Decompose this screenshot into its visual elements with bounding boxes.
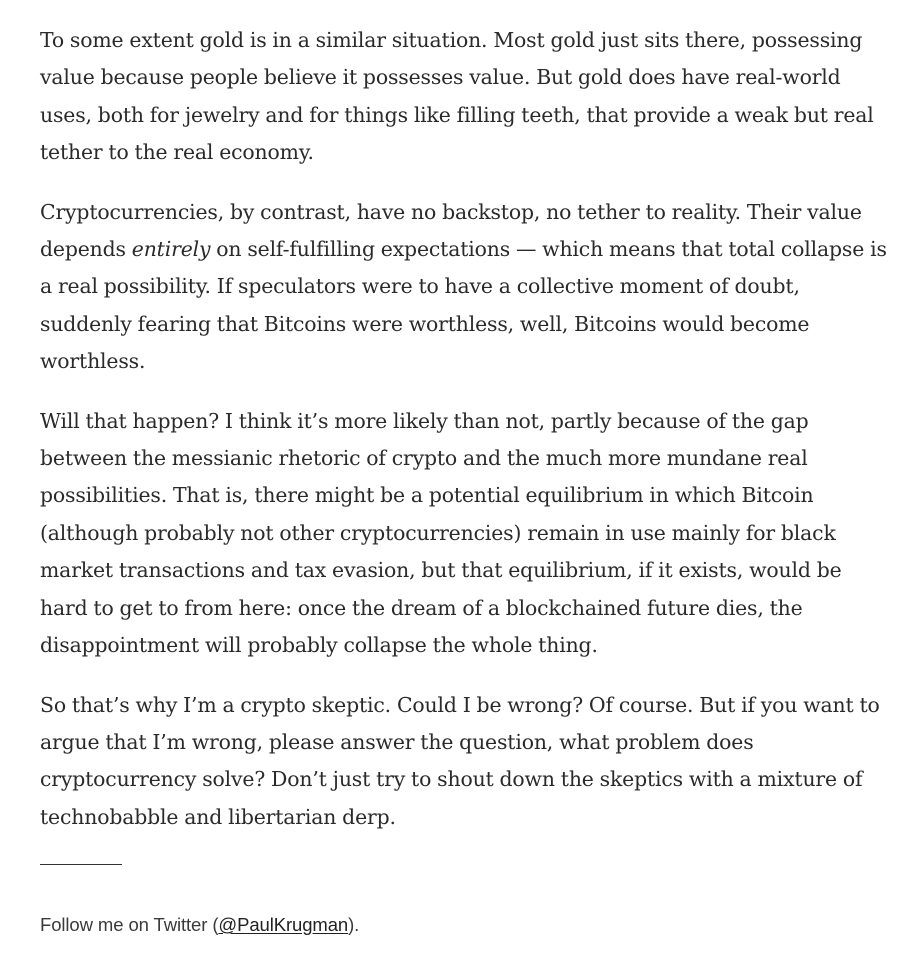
follow-prefix: Follow me on Twitter (	[40, 914, 219, 935]
paragraph-crypto-skeptic: So that’s why I’m a crypto skeptic. Could I be wrong? Of course. But if you want to argue that I’m wrong, please answer the question, what problem does cryptocurrency solve? Don’t just try to shout down the skeptics with a mixture of technobabble and libertarian derp.	[40, 692, 880, 829]
paragraph-text: Cryptocurrencies, by contrast, have no backstop, no tether to reality. Their value depends	[40, 199, 862, 262]
twitter-follow-note	[40, 912, 359, 938]
paragraph-will-that-happen: Will that happen? I think it’s more likely than not, partly because of the gap between the messianic rhetoric of crypto and the much more mundane real possibilities. That is, there might be a potential equilibrium in which Bitcoin (although probably not other cryptocurrencies) remain in use mainly for black market transactions and tax evasion, but that equilibrium, if it exists, would be hard to get to from here: once the dream of a blockchained future dies, the disappointment will probably collapse the whole thing.	[40, 408, 842, 658]
section-divider	[40, 864, 122, 865]
paragraph-cryptocurrencies	[40, 194, 890, 381]
follow-suffix: ).	[348, 914, 360, 935]
paragraph-gold: To some extent gold is in a similar situation. Most gold just sits there, possessing value because people believe it possesses value. But gold does have real-world uses, both for jewelry and for things like filling teeth, that provide a weak but real tether to the real economy.	[40, 28, 874, 165]
emphasis-entirely: entirely	[131, 237, 211, 262]
article-body	[40, 22, 890, 836]
paragraph-text: on self-fulfilling expectations — which means that total collapse is a real possibility. If speculators were to have a collective moment of doubt, suddenly fearing that Bitcoins were worthless, well, Bitcoins would become worthless.	[40, 237, 887, 374]
twitter-handle-link[interactable]: @PaulKrugman	[218, 914, 349, 935]
